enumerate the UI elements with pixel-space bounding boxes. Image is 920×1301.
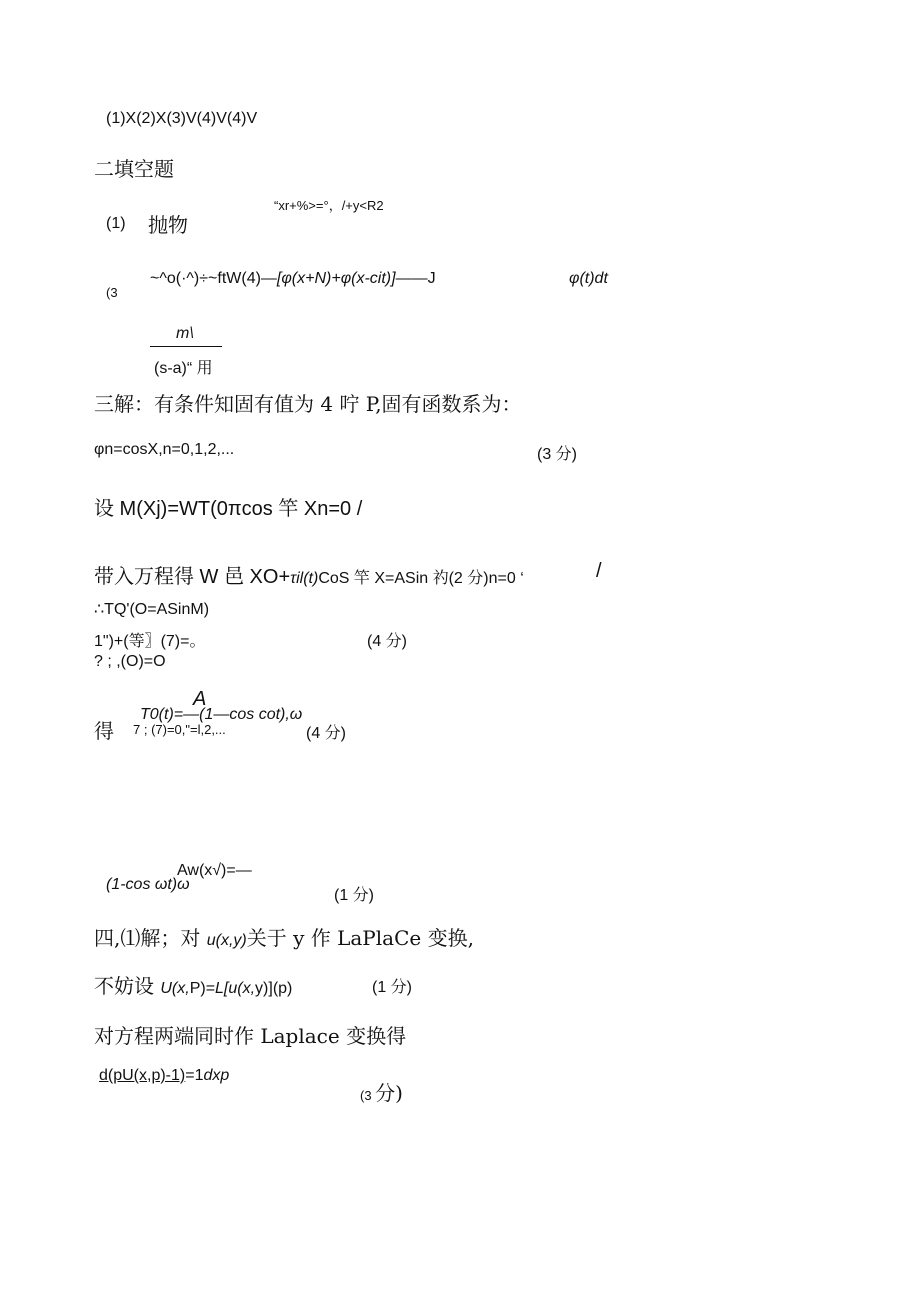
item-3-formula — [150, 270, 436, 288]
item-3-formula-tail: ——J — [395, 270, 436, 287]
set-line: 设 M(Xj)=WT(0πcos 竿 Xn=0 / — [94, 498, 363, 520]
item-3-formula-italic: [φ(x+N)+φ(x-cit)] — [276, 270, 396, 287]
section-4-title — [94, 922, 474, 951]
dp-equation — [99, 1067, 229, 1085]
item-1-number: (1) — [106, 215, 126, 232]
dp-dxp: dxp — [203, 1067, 230, 1084]
score-3-points-b — [360, 1077, 403, 1106]
assume-P: P)= — [189, 980, 216, 997]
section-4-u: u(x,y) — [206, 932, 247, 949]
section-3-title: 三解：有条件知固有值为 4 咛 P,固有函数系为： — [94, 392, 522, 416]
aw-expression: Aw(x√)=— — [177, 862, 252, 879]
therefore-line: ∴TQ'(O=ASinM) — [94, 601, 210, 618]
substitute-tau: τil(t) — [290, 570, 319, 587]
item-3-number: (3 — [106, 285, 118, 300]
score-1-point-a: (1 分) — [334, 887, 375, 904]
answer-line-1: (1)X(2)X(3)V(4)V(4)V — [106, 110, 258, 127]
assume-U: U(x, — [160, 980, 190, 997]
section-4-tail: 关于 y 作 LaPlaCe 变换, — [246, 926, 474, 950]
substitute-slash: / — [596, 560, 602, 582]
substitute-tail: CoS 竿 X=ASin 礿(2 分)n=0 ‘ — [318, 570, 524, 587]
score-4-points-a: (4 分) — [367, 633, 408, 650]
de-tail: 7 ; (7)=0,"=l,2,... — [133, 722, 226, 737]
score-1-point-b: (1 分) — [372, 979, 413, 996]
item-3-formula-head: ~^o(·^)÷~ftW(4)— — [150, 270, 277, 287]
de-label: 得 — [94, 719, 114, 743]
equation-b: ? ; ,(O)=O — [94, 653, 166, 670]
fraction-denominator: (s-a)“ 用 — [154, 360, 213, 377]
score-4-points-b: (4 分) — [306, 725, 347, 742]
assume-L: L[u(x, — [215, 980, 256, 997]
fraction-A: A — [193, 688, 207, 710]
score-3-points-a: (3 分) — [537, 446, 578, 463]
dp-derivative: d(pU(x,p)-1) — [99, 1067, 186, 1084]
one-minus-cos: (1-cos ωt)ω — [106, 876, 190, 893]
T0-solution: T0(t)=—(1—cos cot),ω — [140, 706, 303, 723]
assume-tail: y)](p) — [255, 980, 293, 997]
score-3-points-b-unit: 分) — [375, 1081, 403, 1105]
equation-a: 1")+(等〗(7)=。 — [94, 633, 206, 650]
substitute-head: 带入万程得 W 邑 XO+ — [94, 566, 291, 588]
dp-equals: =1 — [185, 1067, 204, 1084]
assume-line — [94, 970, 292, 999]
formula-top: “xr+%>=°，/+y<R2 — [274, 198, 384, 213]
substitute-line — [94, 560, 524, 589]
assume-head: 不妨设 — [94, 974, 161, 998]
item-3-phi: φ(t)dt — [569, 270, 608, 287]
transform-line: 对方程两端同时作 Laplace 变换得 — [94, 1024, 407, 1048]
fraction-numerator: m\ — [176, 325, 194, 342]
item-1-text: 抛物 — [148, 213, 188, 237]
fraction-bar — [150, 346, 222, 347]
score-3-points-b-num: (3 — [360, 1088, 376, 1103]
eigen-function: φn=cosX,n=0,1,2,... — [94, 441, 235, 458]
section-4-head: 四,⑴解；对 — [94, 926, 207, 950]
section-2-title: 二填空题 — [94, 157, 174, 181]
